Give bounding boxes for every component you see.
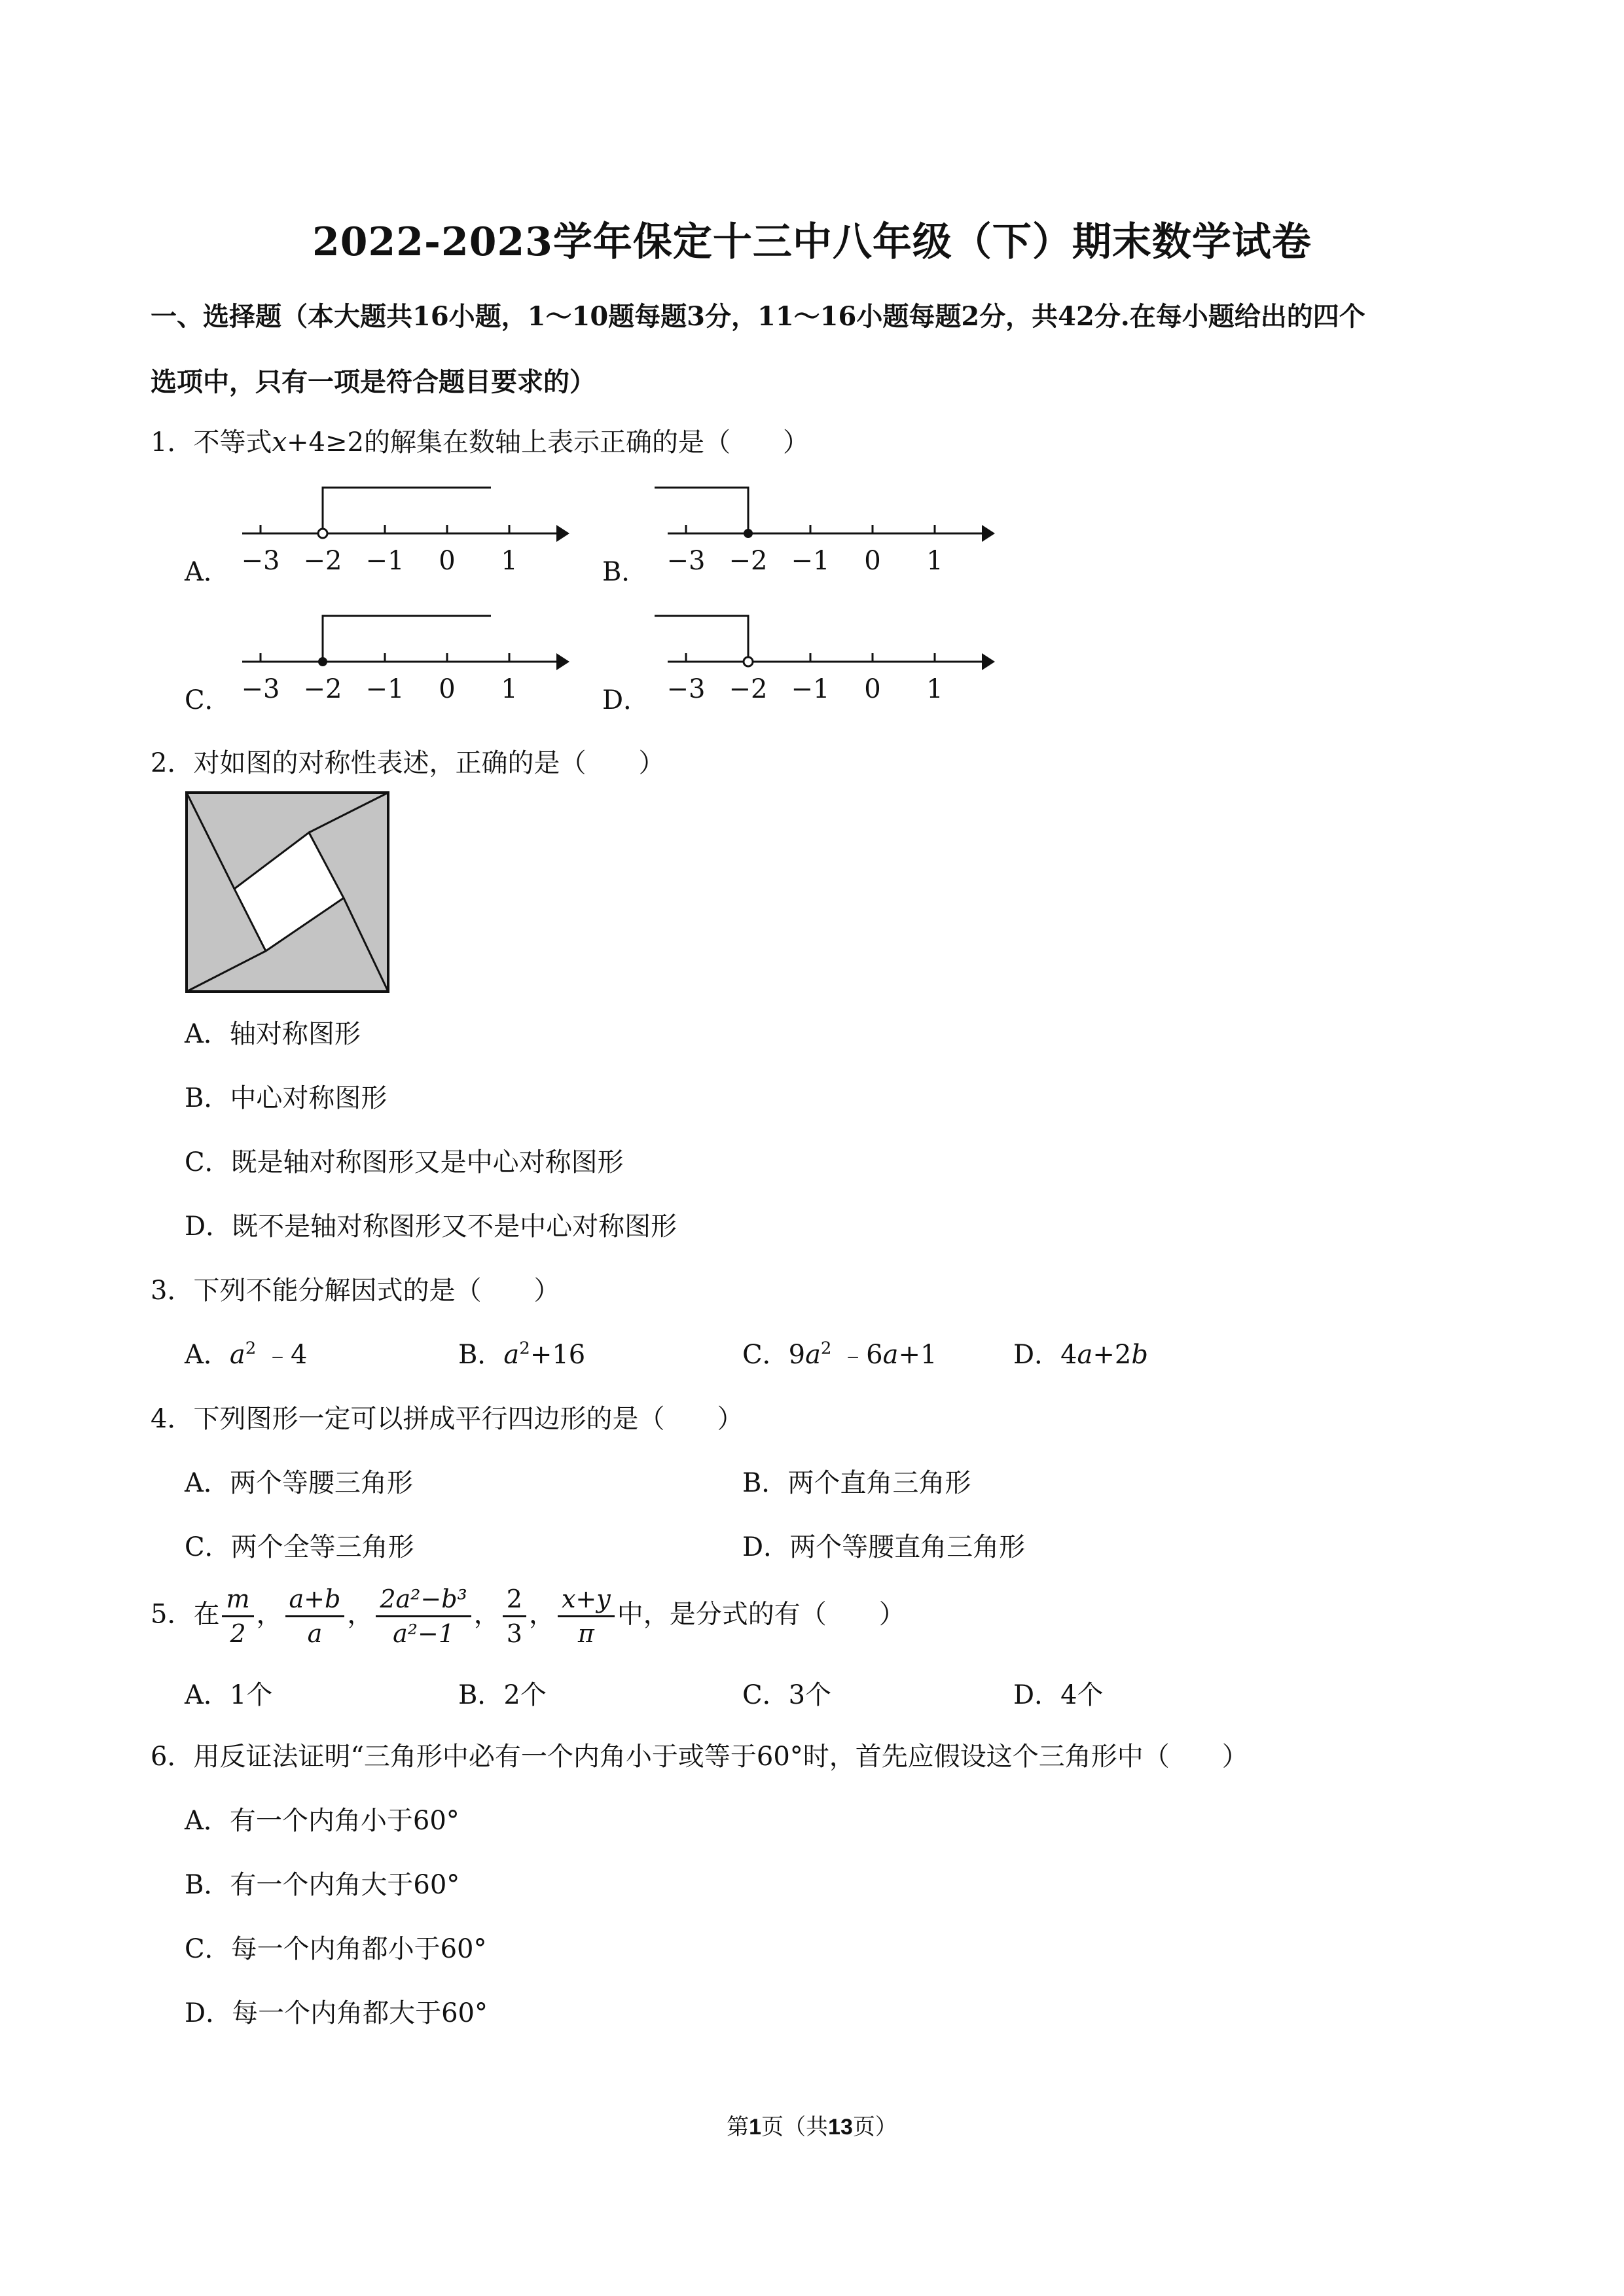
q6-option-a: A．有一个内角小于60°	[185, 1806, 460, 1836]
tick-label: −2	[303, 546, 342, 576]
tick-label: 0	[439, 546, 456, 576]
q3-option-c	[742, 1334, 937, 1371]
q1-option-d-number-line	[655, 606, 995, 717]
q5-fraction	[285, 1583, 345, 1650]
q2-option-c: C．既是轴对称图形又是中心对称图形	[185, 1147, 624, 1177]
tick-label: −2	[729, 546, 768, 576]
q3-a-var: a	[229, 1340, 245, 1370]
q2-pinwheel-figure	[185, 791, 391, 995]
q5-option-b: B．2个	[458, 1680, 547, 1710]
axis-arrow	[982, 525, 995, 542]
footer-page-number: 1	[749, 2115, 762, 2140]
tick-label: −1	[791, 546, 830, 576]
q2-option-a: A．轴对称图形	[185, 1019, 361, 1049]
q4-option-c: C．两个全等三角形	[185, 1532, 414, 1562]
closed-dot	[744, 529, 753, 538]
footer-middle: 页（共	[761, 2114, 829, 2140]
question-6: 6．用反证法证明“三角形中必有一个内角小于或等于60°时，首先应假设这个三角形中（ ）	[151, 1742, 1248, 1772]
q4-option-d: D．两个等腰直角三角形	[742, 1532, 1026, 1562]
q3-c-rest: +1	[898, 1340, 937, 1370]
q5-option-d: D．4个	[1013, 1680, 1104, 1710]
q5-fraction-denominator: 2	[230, 1619, 246, 1648]
solution-bracket	[323, 616, 491, 662]
q3-d-var: a	[1077, 1340, 1093, 1370]
q1-option-b-number-line	[655, 478, 995, 589]
tick-label: 0	[864, 674, 881, 704]
tick-label: 1	[926, 546, 943, 576]
q1-expression: +4≥2	[287, 427, 364, 457]
q4-option-b: B．两个直角三角形	[742, 1468, 971, 1498]
q3-b-exp: 2	[519, 1338, 530, 1359]
q6-option-d: D．每一个内角都大于60°	[185, 1998, 488, 2028]
question-3: 3．下列不能分解因式的是（ ）	[151, 1276, 560, 1306]
q5-suffix: 中，是分式的有（ ）	[617, 1599, 905, 1630]
q3-d-var2: b	[1131, 1340, 1148, 1370]
q3-a-label: A．	[185, 1340, 230, 1370]
tick-label: −3	[241, 546, 280, 576]
tick-label: −1	[791, 674, 830, 704]
section-heading-line1: 一、选择题（本大题共16小题，1～10题每题3分，11～16小题每题2分，共42分.在每小题给出的四个	[151, 301, 1365, 332]
tick-label: −2	[303, 674, 342, 704]
q1-option-a-label: A．	[185, 557, 230, 587]
tick-label: −2	[729, 674, 768, 704]
q5-fraction-numerator: 2a²−b³	[376, 1583, 471, 1617]
q3-c-mid: ﹣6	[831, 1340, 883, 1370]
question-5	[151, 1583, 905, 1650]
q2-option-b: B．中心对称图形	[185, 1083, 388, 1113]
q5-fraction-denominator: π	[577, 1619, 594, 1648]
q5-fraction	[503, 1583, 526, 1650]
axis-arrow	[982, 653, 995, 670]
q3-c-coef: 9	[788, 1340, 806, 1370]
q5-separator: ，	[347, 1599, 374, 1630]
footer-prefix: 第	[727, 2114, 749, 2140]
q5-fraction-numerator: m	[222, 1583, 253, 1617]
q3-option-d	[1013, 1334, 1148, 1371]
q5-option-a: A．1个	[185, 1680, 273, 1710]
closed-dot	[318, 657, 327, 666]
tick-label: 1	[501, 674, 518, 704]
q6-option-b: B．有一个内角大于60°	[185, 1870, 460, 1900]
tick-label: −1	[365, 674, 405, 704]
q1-option-d-label: D．	[602, 685, 650, 715]
q3-b-var: a	[503, 1340, 520, 1370]
question-1	[151, 422, 809, 459]
q3-d-coef: 4	[1060, 1340, 1077, 1370]
page-title: 2022-2023学年保定十三中八年级（下）期末数学试卷	[312, 219, 1312, 265]
q1-suffix: 的解集在数轴上表示正确的是（ ）	[363, 427, 809, 457]
q1-option-b-label: B．	[602, 557, 648, 587]
q6-option-c: C．每一个内角都小于60°	[185, 1934, 487, 1964]
q1-option-c-number-line	[229, 606, 569, 717]
axis-arrow	[556, 525, 569, 542]
tick-label: 0	[864, 546, 881, 576]
solution-bracket	[655, 488, 748, 533]
q5-separator: ，	[528, 1599, 555, 1630]
tick-label: 1	[926, 674, 943, 704]
tick-label: −3	[241, 674, 280, 704]
q5-fraction-numerator: x+y	[558, 1583, 615, 1617]
q1-option-c-label: C．	[185, 685, 231, 715]
tick-label: −3	[666, 674, 706, 704]
q5-separator: ，	[473, 1599, 500, 1630]
q3-c-var2: a	[882, 1340, 899, 1370]
question-4: 4．下列图形一定可以拼成平行四边形的是（ ）	[151, 1404, 744, 1434]
q5-fraction-numerator: a+b	[285, 1583, 345, 1617]
q5-prefix: 5．在	[151, 1599, 220, 1630]
q3-a-exp: 2	[245, 1338, 257, 1359]
q5-fraction	[222, 1583, 253, 1650]
open-dot	[318, 529, 327, 538]
q5-fraction-denominator: a	[307, 1619, 323, 1648]
footer-suffix: 页）	[852, 2114, 897, 2140]
q1-prefix: 1．不等式	[151, 427, 272, 457]
q3-c-label: C．	[742, 1340, 789, 1370]
q3-c-var: a	[805, 1340, 821, 1370]
q5-fraction-numerator: 2	[503, 1583, 526, 1617]
solution-bracket	[655, 616, 748, 662]
axis-arrow	[556, 653, 569, 670]
q3-option-a	[185, 1334, 307, 1371]
q5-fraction	[376, 1583, 471, 1650]
q3-d-label: D．	[1013, 1340, 1061, 1370]
tick-label: 1	[501, 546, 518, 576]
footer-total-pages: 13	[828, 2115, 853, 2140]
q3-b-rest: +16	[530, 1340, 586, 1370]
q3-b-label: B．	[458, 1340, 504, 1370]
page-footer	[0, 2109, 1624, 2141]
q5-fraction-denominator: a²−1	[393, 1619, 455, 1648]
q5-option-c: C．3个	[742, 1680, 832, 1710]
tick-label: 0	[439, 674, 456, 704]
question-2: 2．对如图的对称性表述，正确的是（ ）	[151, 748, 665, 778]
q4-option-a: A．两个等腰三角形	[185, 1468, 413, 1498]
q3-c-exp: 2	[820, 1338, 832, 1359]
section-heading-line2: 选项中，只有一项是符合题目要求的）	[151, 367, 596, 397]
q2-option-d: D．既不是轴对称图形又不是中心对称图形	[185, 1211, 677, 1242]
tick-label: −1	[365, 546, 405, 576]
tick-label: −3	[666, 546, 706, 576]
q5-separator: ，	[256, 1599, 283, 1630]
q5-fraction-denominator: 3	[506, 1619, 522, 1648]
solution-bracket	[323, 488, 491, 533]
q3-option-b	[458, 1334, 585, 1371]
open-dot	[744, 657, 753, 666]
q3-d-mid: +2	[1092, 1340, 1132, 1370]
q1-option-a-number-line	[229, 478, 569, 589]
q3-a-rest: ﹣4	[256, 1340, 308, 1370]
q1-variable: x	[272, 427, 287, 457]
q5-fraction	[558, 1583, 615, 1650]
